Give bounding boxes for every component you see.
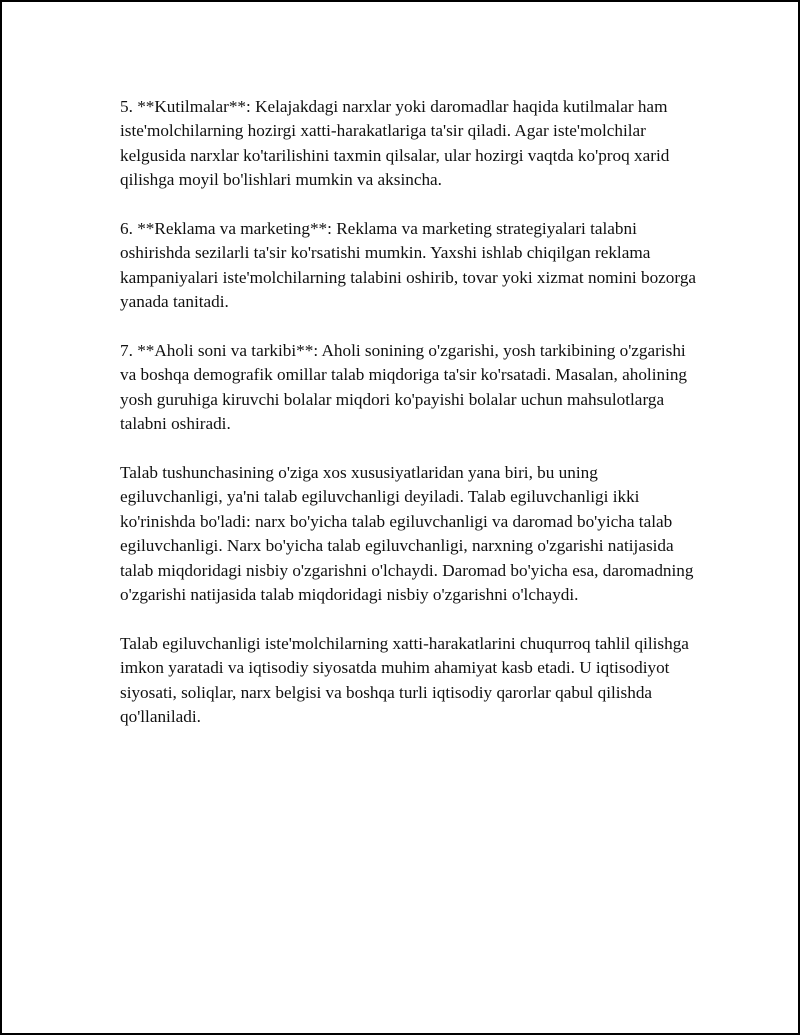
paragraph-population: 7. **Aholi soni va tarkibi**: Aholi sonining o'zgarishi, yosh tarkibining o'zgarishi va boshqa demografik omillar talab miqdoriga ta'sir ko'rsatadi. Masalan, aholining yosh guruhiga kiruvchi bolalar miqdori ko'payishi bolalar uchun mahsulotlarga talabni oshiradi.	[120, 341, 688, 434]
paragraph-advertising-marketing: 6. **Reklama va marketing**: Reklama va marketing strategiyalari talabni oshirishda sezilarli ta'sir ko'rsatishi mumkin. Yaxshi ishlab chiqilgan reklama kampaniyalari iste'molchilarning talabini oshirib, tovar yoki xizmat nomini bozorga yanada tanitadi.	[120, 219, 697, 312]
paragraph-elasticity-usage: Talab egiluvchanligi iste'molchilarning xatti-harakatlarini chuqurroq tahlil qilishga imkon yaratadi va iqtisodiy siyosatda muhim ahamiyat kasb etadi. U iqtisodiyot siyosati, soliqlar, narx belgisi va boshqa turli iqtisodiy qarorlar qabul qilishda qo'llaniladi.	[120, 633, 689, 727]
paragraph-demand-elasticity: Talab tushunchasining o'ziga xos xususiyatlaridan yana biri, bu uning egiluvchanligi, ya'ni talab egiluvchanligi deyiladi. Talab egiluvchanligi ikki ko'rinishda bo'ladi: narx bo'yicha talab egiluvchanligi va daromad bo'yicha talab egiluvchanligi. Narx bo'yicha talab egiluvchanligi, narxning o'zgarishi natijasida talab miqdoridagi nisbiy o'zgarishni o'lchaydi. Daromad bo'yicha esa, daromadning o'zgarishi natijasida talab miqdoridagi nisbiy o'zgarishni o'lchaydi.	[120, 463, 694, 605]
paragraph-expectations: 5. **Kutilmalar**: Kelajakdagi narxlar yoki daromadlar haqida kutilmalar ham iste'molchilarning hozirgi xatti-harakatlariga ta'sir qiladi. Agar iste'molchilar kelgusida narxlar ko'tarilishini taxmin qilsalar, ular hozirgi vaqtda ko'proq xarid qilishga moyil bo'lishlari mumkin va aksincha.	[120, 97, 670, 190]
document-body	[120, 95, 700, 754]
